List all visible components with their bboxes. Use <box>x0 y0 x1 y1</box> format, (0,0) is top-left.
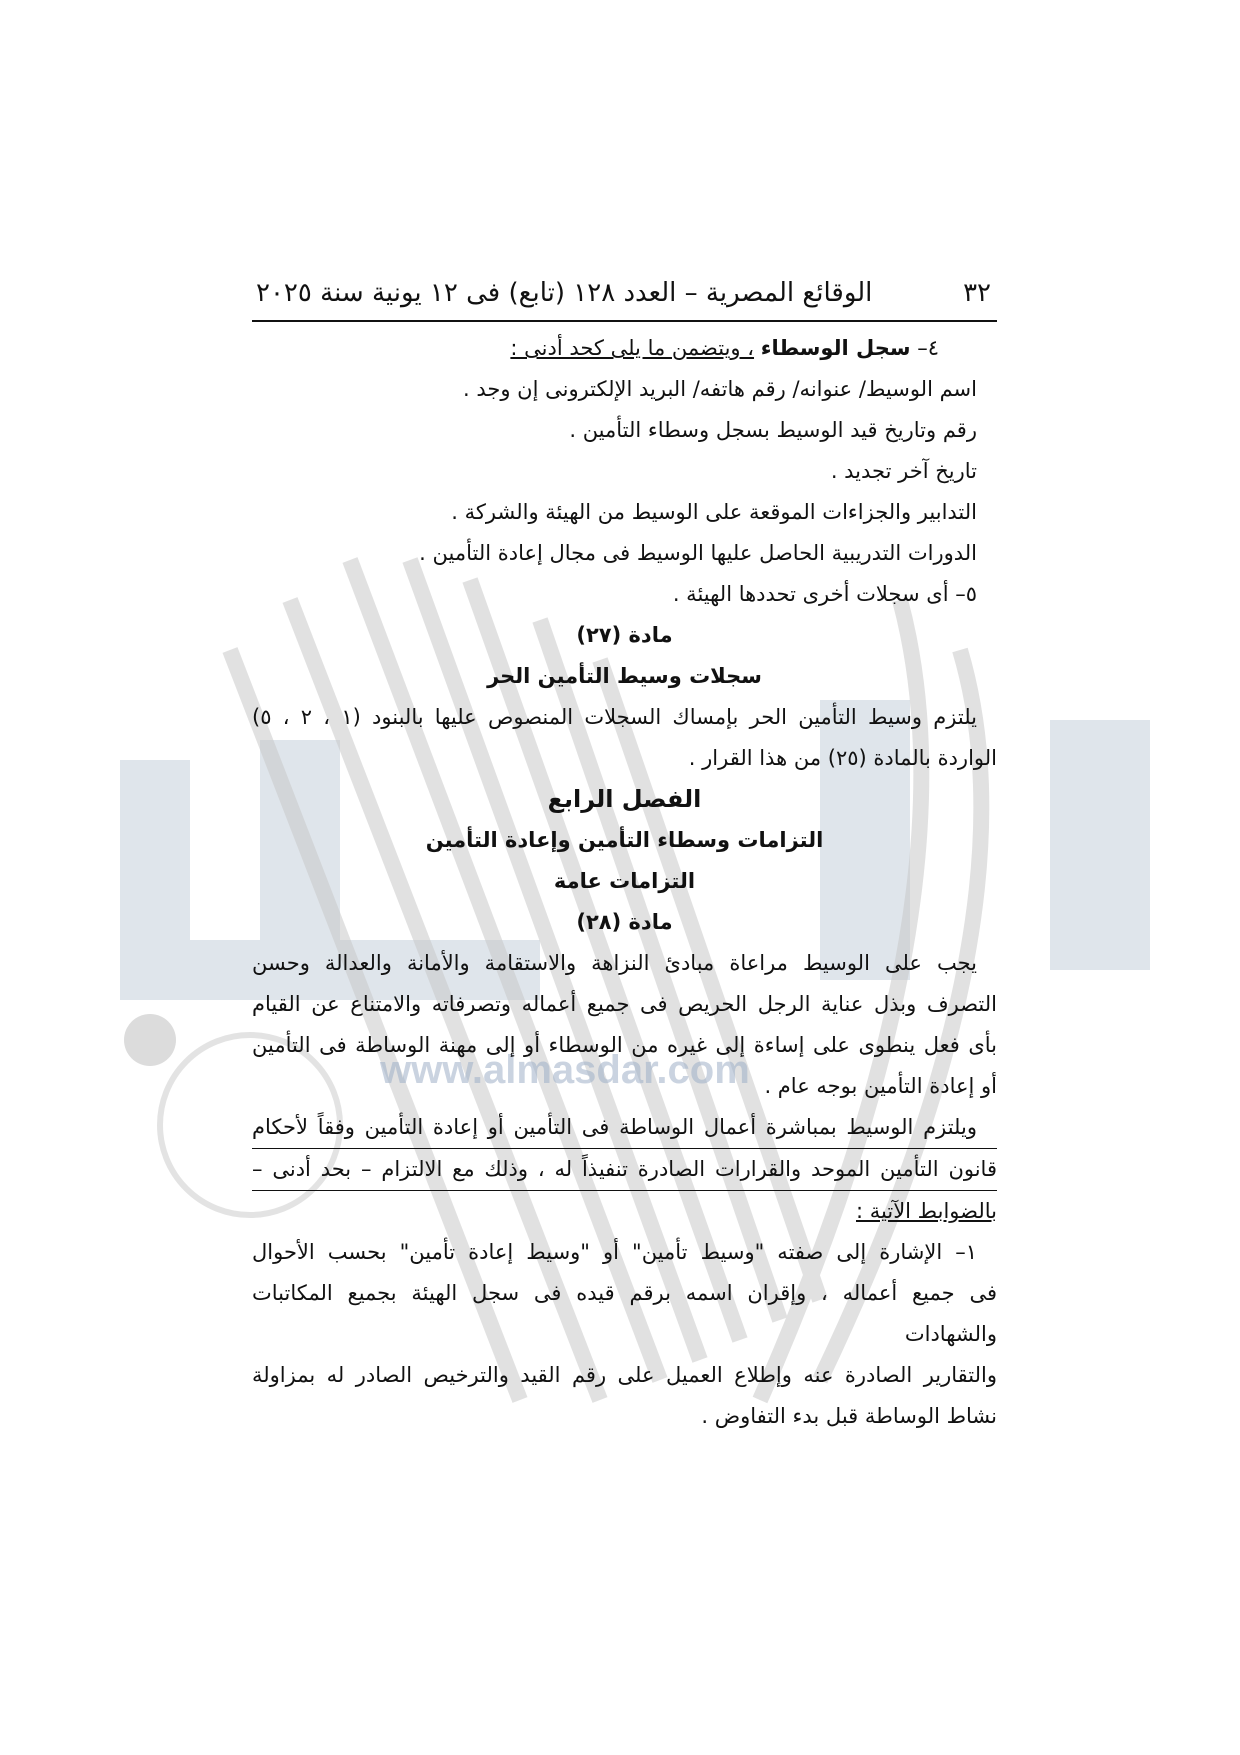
list-item: ٥– أى سجلات أخرى تحددها الهيئة . <box>672 582 977 606</box>
article-27-text: الواردة بالمادة (٢٥) من هذا القرار . <box>688 746 997 770</box>
list-item: تاريخ آخر تجديد . <box>830 459 977 483</box>
page-header <box>252 268 997 322</box>
article-28-heading: مادة (٢٨) <box>576 910 673 934</box>
article-28-line: بأى فعل ينطوى على إساءة إلى غيره من الوسطاء أو إلى مهنة الوساطة فى التأمين <box>252 1033 997 1057</box>
list-item: التدابير والجزاءات الموقعة على الوسيط من الهيئة والشركة . <box>451 500 977 524</box>
list-item: الدورات التدريبية الحاصل عليها الوسيط فى مجال إعادة التأمين . <box>419 541 977 565</box>
gazette-title: الوقائع المصرية – العدد ١٢٨ (تابع) فى ١٢ يونية سنة ٢٠٢٥ <box>256 278 873 308</box>
article-28-line: فى جميع أعماله ، وإقران اسمه برقم قيده فى سجل الهيئة بجميع المكاتبات والشهادات <box>252 1281 997 1346</box>
article-28-line: يجب على الوسيط مراعاة مبادئ النزاهة والاستقامة والأمانة والعدالة وحسن <box>252 951 977 975</box>
page-number: ٣٢ <box>963 278 991 308</box>
article-28-line: ويلتزم الوسيط بمباشرة أعمال الوساطة فى التأمين أو إعادة التأمين وفقاً لأحكام <box>252 1107 997 1149</box>
article-28-line: نشاط الوساطة قبل بدء التفاوض . <box>701 1404 997 1428</box>
item-4-bold: سجل الوسطاء <box>760 336 911 360</box>
chapter-title: الفصل الرابع <box>547 785 702 813</box>
list-item: اسم الوسيط/ عنوانه/ رقم هاتفه/ البريد الإلكترونى إن وجد . <box>463 377 977 401</box>
section-title: التزامات عامة <box>553 869 696 893</box>
article-28-line: قانون التأمين الموحد والقرارات الصادرة تنفيذاً له ، وذلك مع الالتزام – بحد أدنى – <box>252 1149 997 1191</box>
item-4-number: ٤– <box>917 336 939 360</box>
watermark-url: www.almasdar.com <box>380 1048 750 1092</box>
controls-label: بالضوابط الآتية : <box>856 1199 997 1223</box>
article-28-line: أو إعادة التأمين بوجه عام . <box>764 1074 997 1098</box>
list-item: رقم وتاريخ قيد الوسيط بسجل وسطاء التأمين . <box>569 418 977 442</box>
article-27-subheading: سجلات وسيط التأمين الحر <box>487 664 762 688</box>
article-28-line <box>252 1191 997 1232</box>
article-28-line: والتقارير الصادرة عنه وإطلاع العميل على رقم القيد والترخيص الصادر له بمزاولة <box>252 1363 997 1387</box>
article-28-line: ١– الإشارة إلى صفته "وسيط تأمين" أو "وسيط إعادة تأمين" بحسب الأحوال <box>252 1240 977 1264</box>
page-body <box>252 322 997 1437</box>
article-27-heading: مادة (٢٧) <box>576 623 673 647</box>
item-4 <box>252 328 997 369</box>
article-27-text: يلتزم وسيط التأمين الحر بإمساك السجلات المنصوص عليها بالبنود (١ ، ٢ ، ٥) <box>252 705 977 729</box>
article-28-line: التصرف وبذل عناية الرجل الحريص فى جميع أعماله وتصرفاته والامتناع عن القيام <box>252 992 997 1016</box>
gazette-page <box>252 268 997 1437</box>
chapter-subtitle: التزامات وسطاء التأمين وإعادة التأمين <box>425 828 824 852</box>
item-4-rest: ، ويتضمن ما يلى كحد أدنى : <box>510 336 755 360</box>
